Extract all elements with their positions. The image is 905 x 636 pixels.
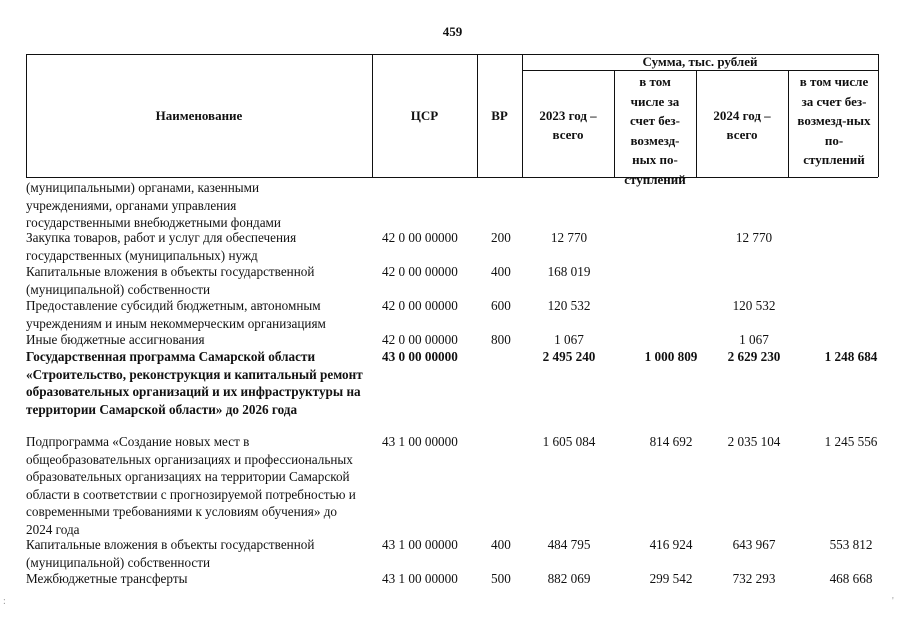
- row-2024-total: 643 967: [732, 537, 776, 552]
- row-2023-total: 2 495 240: [542, 349, 596, 364]
- row-2024-incl: 1 248 684: [824, 349, 878, 364]
- row-csr: 43 0 00 00000: [382, 349, 458, 364]
- row-csr: 43 1 00 00000: [382, 434, 458, 449]
- row-csr: 43 1 00 00000: [382, 571, 458, 586]
- row-2023-incl: 1 000 809: [644, 349, 698, 364]
- col-divider-2023-incl: [696, 70, 697, 177]
- row-vr: 600: [491, 298, 511, 313]
- col-divider-2024: [788, 70, 789, 177]
- row-2023-total: 882 069: [547, 571, 591, 586]
- row-name: Капитальные вложения в объекты государственной (муниципальной) собственности: [26, 264, 315, 297]
- header-bottom-border: [26, 177, 878, 178]
- row-vr: 200: [491, 230, 511, 245]
- row-name: Предоставление субсидий бюджетным, автономным учреждениям и иным некоммерческим организациям: [26, 298, 326, 331]
- row-2023-total: 168 019: [547, 264, 591, 279]
- row-vr: 400: [491, 264, 511, 279]
- scan-artifact: :: [3, 596, 6, 607]
- sum-group-divider: [522, 70, 878, 71]
- header-sum-group: Сумма, тыс. рублей: [642, 54, 758, 69]
- row-2023-total: 1 067: [554, 332, 584, 347]
- header-name: Наименование: [155, 108, 243, 123]
- header-2023-total: 2023 год – всего: [539, 108, 597, 142]
- row-csr: 42 0 00 00000: [382, 264, 458, 279]
- row-name: Государственная программа Самарской области «Строительство, реконструкция и капитальный ремонт образовательных организаций и их инфраструктуры на территории Самарской области» до 2026 года: [26, 349, 363, 417]
- row-csr: 42 0 00 00000: [382, 298, 458, 313]
- row-2023-incl: 416 924: [649, 537, 693, 552]
- row-name: Межбюджетные трансферты: [26, 571, 188, 586]
- row-2024-total: 2 629 230: [727, 349, 781, 364]
- row-2023-total: 12 770: [550, 230, 588, 245]
- row-2024-total: 732 293: [732, 571, 776, 586]
- row-vr: 800: [491, 332, 511, 347]
- header-2023-incl: в том числе за счет без-возмезд-ных по-ступлений: [624, 74, 686, 187]
- row-2024-incl: 468 668: [829, 571, 873, 586]
- row-name: Иные бюджетные ассигнования: [26, 332, 205, 347]
- row-2024-total: 2 035 104: [727, 434, 781, 449]
- col-divider-vr: [522, 54, 523, 177]
- row-2023-incl: 299 542: [649, 571, 693, 586]
- header-csr: ЦСР: [410, 108, 439, 123]
- page-number: 459: [442, 24, 463, 39]
- row-2024-total: 1 067: [739, 332, 769, 347]
- row-vr: 500: [491, 571, 511, 586]
- row-name: Закупка товаров, работ и услуг для обеспечения государственных (муниципальных) нужд: [26, 230, 297, 263]
- row-2023-total: 1 605 084: [542, 434, 596, 449]
- row-2024-incl: 553 812: [829, 537, 873, 552]
- row-2023-incl: 814 692: [649, 434, 693, 449]
- row-2023-total: 484 795: [547, 537, 591, 552]
- row-2024-incl: 1 245 556: [824, 434, 878, 449]
- row-name: (муниципальными) органами, казенными учреждениями, органами управления государственными внебюджетными фондами: [26, 180, 281, 230]
- header-2024-total: 2024 год – всего: [713, 108, 771, 142]
- header-right-border: [878, 54, 879, 177]
- col-divider-2023: [614, 70, 615, 177]
- row-2024-total: 12 770: [735, 230, 773, 245]
- scan-artifact: ': [892, 596, 894, 607]
- row-2023-total: 120 532: [547, 298, 591, 313]
- row-csr: 43 1 00 00000: [382, 537, 458, 552]
- row-csr: 42 0 00 00000: [382, 332, 458, 347]
- header-vr: ВР: [491, 108, 508, 123]
- row-name: Капитальные вложения в объекты государственной (муниципальной) собственности: [26, 537, 315, 570]
- header-2024-incl: в том числе за счет без-возмезд-ных по-ступлений: [797, 74, 871, 168]
- row-2024-total: 120 532: [732, 298, 776, 313]
- row-vr: 400: [491, 537, 511, 552]
- row-name: Подпрограмма «Создание новых мест в общеобразовательных организациях и профессиональных образовательных организациях на территории Самарской области в соответствии с прогнозируемой потребностью и современными требованиями к условиям обучения» до 2024 года: [26, 434, 356, 537]
- row-csr: 42 0 00 00000: [382, 230, 458, 245]
